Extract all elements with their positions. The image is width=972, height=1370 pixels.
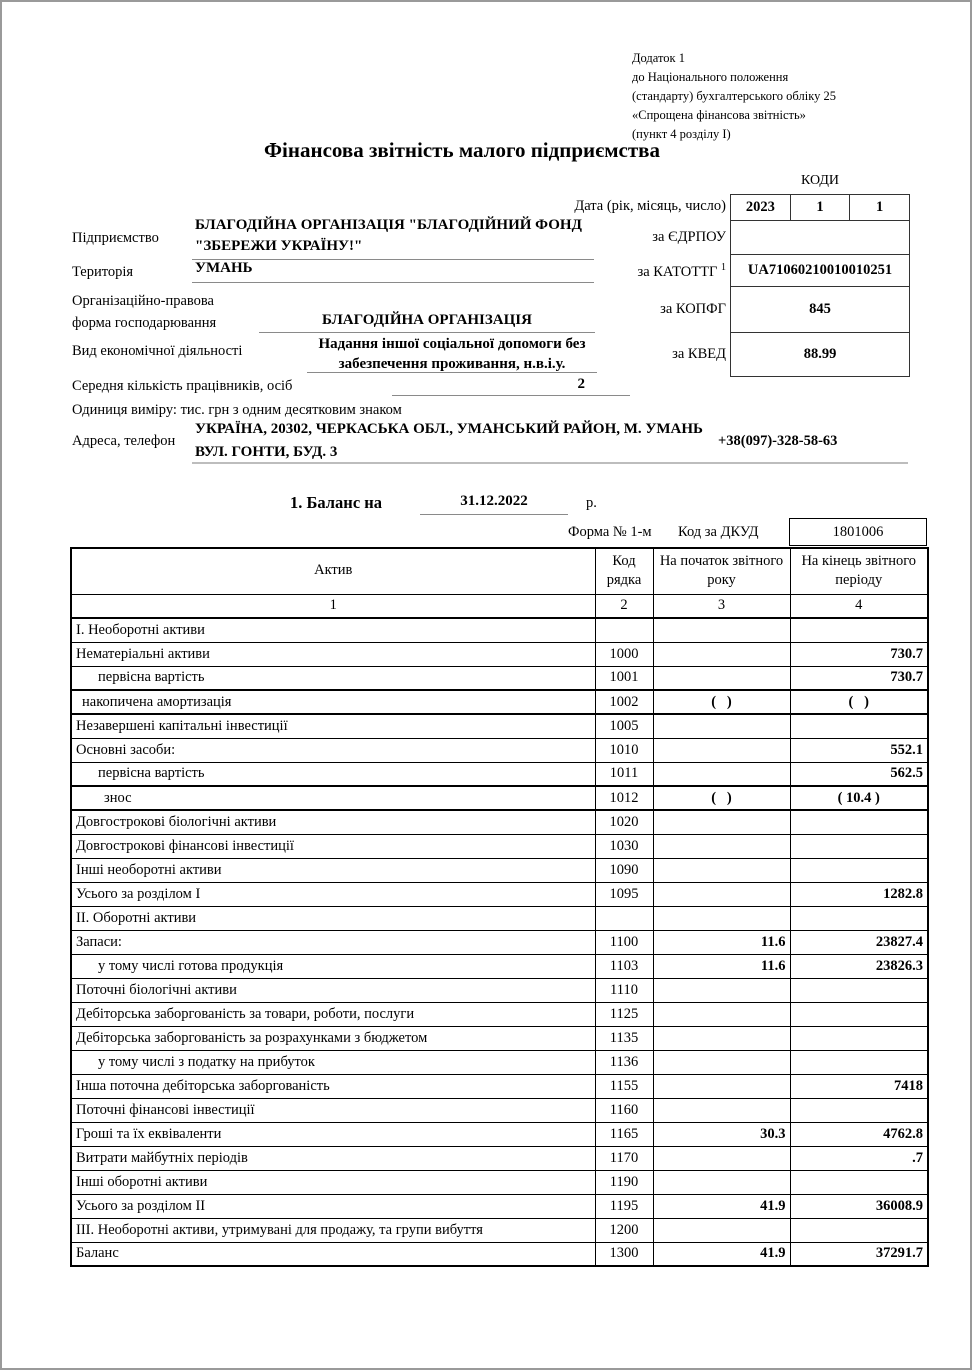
cell-value-start bbox=[653, 1002, 790, 1026]
cell-value-start bbox=[653, 1146, 790, 1170]
table-row bbox=[71, 1050, 928, 1074]
cell-value-start: 41.9 bbox=[653, 1194, 790, 1218]
address-value-line: ВУЛ. ГОНТИ, БУД. 3 bbox=[195, 444, 338, 460]
cell-row-code: 1012 bbox=[595, 786, 653, 810]
appendix-line: (стандарту) бухгалтерського обліку 25 bbox=[632, 89, 836, 103]
employees-label: Середня кількість працівників, осіб bbox=[72, 378, 293, 394]
cell-row-code: 1002 bbox=[595, 690, 653, 714]
column-header-code: Код рядка bbox=[595, 548, 653, 594]
cell-value-end bbox=[790, 618, 928, 642]
table-row bbox=[71, 642, 928, 666]
activity-value-line: Надання іншої соціальної допомоги без bbox=[318, 336, 586, 352]
table-row bbox=[71, 906, 928, 930]
cell-value-end bbox=[790, 858, 928, 882]
table-row bbox=[71, 1002, 928, 1026]
table-row bbox=[71, 1146, 928, 1170]
table-row bbox=[71, 1122, 928, 1146]
table-row bbox=[71, 810, 928, 834]
cell-row-code: 1170 bbox=[595, 1146, 653, 1170]
edrpou-value-cell bbox=[731, 221, 910, 255]
cell-value-end bbox=[790, 1050, 928, 1074]
cell-value-end bbox=[790, 1170, 928, 1194]
cell-value-end: ( ) bbox=[790, 690, 928, 714]
cell-row-code: 1100 bbox=[595, 930, 653, 954]
cell-row-code: 1001 bbox=[595, 666, 653, 690]
cell-value-start: ( ) bbox=[653, 786, 790, 810]
cell-value-start bbox=[653, 858, 790, 882]
cell-value-start bbox=[653, 1098, 790, 1122]
katottg-label-text: за КАТОТТГ bbox=[637, 263, 718, 280]
cell-value-start bbox=[653, 1074, 790, 1098]
cell-value-start bbox=[653, 642, 790, 666]
cell-asset-label: первісна вартість bbox=[71, 762, 595, 786]
cell-asset-label: Основні засоби: bbox=[71, 738, 595, 762]
table-header-row bbox=[71, 548, 928, 594]
date-year-cell: 2023 bbox=[731, 195, 791, 221]
cell-value-start bbox=[653, 882, 790, 906]
table-row bbox=[71, 954, 928, 978]
cell-value-end: .7 bbox=[790, 1146, 928, 1170]
dkud-code-box: 1801006 bbox=[789, 518, 927, 546]
cell-value-start bbox=[653, 666, 790, 690]
territory-value: УМАНЬ bbox=[192, 260, 594, 283]
cell-asset-label: III. Необоротні активи, утримувані для продажу, та групи вибуття bbox=[71, 1218, 595, 1242]
cell-asset-label: Дебіторська заборгованість за товари, роботи, послуги bbox=[71, 1002, 595, 1026]
cell-asset-label: Поточні фінансові інвестиції bbox=[71, 1098, 595, 1122]
page-title: Фінансова звітність малого підприємства bbox=[264, 138, 660, 162]
table-colnum-row bbox=[71, 594, 928, 618]
appendix-line: (пункт 4 розділу I) bbox=[632, 127, 731, 141]
cell-value-start: 11.6 bbox=[653, 954, 790, 978]
appendix-note bbox=[632, 49, 836, 144]
unit-of-measure: Одиниця виміру: тис. грн з одним десятковим знаком bbox=[72, 402, 402, 418]
table-row bbox=[71, 666, 928, 690]
cell-row-code: 1000 bbox=[595, 642, 653, 666]
kopfg-value-cell: 845 bbox=[731, 287, 910, 333]
cell-asset-label: Інші необоротні активи bbox=[71, 858, 595, 882]
cell-asset-label: накопичена амортизація bbox=[71, 690, 595, 714]
cell-value-start: 11.6 bbox=[653, 930, 790, 954]
kved-label: за КВЕД bbox=[672, 346, 726, 362]
cell-asset-label: Гроші та їх еквіваленти bbox=[71, 1122, 595, 1146]
cell-value-end: 552.1 bbox=[790, 738, 928, 762]
column-header-start: На початок звітного року bbox=[653, 548, 790, 594]
codes-edrpou-row bbox=[731, 221, 910, 255]
table-row bbox=[71, 1218, 928, 1242]
cell-asset-label: Незавершені капітальні інвестиції bbox=[71, 714, 595, 738]
codes-header: КОДИ bbox=[800, 173, 840, 188]
cell-row-code: 1160 bbox=[595, 1098, 653, 1122]
cell-asset-label: Інші оборотні активи bbox=[71, 1170, 595, 1194]
cell-row-code: 1090 bbox=[595, 858, 653, 882]
table-row bbox=[71, 762, 928, 786]
cell-value-end bbox=[790, 1002, 928, 1026]
balance-year-suffix: р. bbox=[586, 495, 597, 511]
cell-row-code bbox=[595, 906, 653, 930]
cell-row-code: 1136 bbox=[595, 1050, 653, 1074]
cell-asset-label: I. Необоротні активи bbox=[71, 618, 595, 642]
dkud-label: Код за ДКУД bbox=[678, 524, 759, 540]
table-row bbox=[71, 690, 928, 714]
address-underline bbox=[192, 440, 908, 464]
cell-value-end bbox=[790, 906, 928, 930]
cell-row-code: 1005 bbox=[595, 714, 653, 738]
cell-value-end: 4762.8 bbox=[790, 1122, 928, 1146]
cell-value-end: 7418 bbox=[790, 1074, 928, 1098]
table-row bbox=[71, 882, 928, 906]
cell-row-code: 1103 bbox=[595, 954, 653, 978]
form-number-label: Форма № 1-м bbox=[568, 524, 652, 540]
codes-kopfg-row bbox=[731, 287, 910, 333]
cell-value-start bbox=[653, 1218, 790, 1242]
kopfg-label: за КОПФГ bbox=[660, 301, 726, 317]
table-row bbox=[71, 858, 928, 882]
cell-asset-label: Дебіторська заборгованість за розрахунками з бюджетом bbox=[71, 1026, 595, 1050]
address-label: Адреса, телефон bbox=[72, 433, 176, 449]
cell-asset-label: Поточні біологічні активи bbox=[71, 978, 595, 1002]
table-row bbox=[71, 978, 928, 1002]
cell-value-start: 30.3 bbox=[653, 1122, 790, 1146]
cell-row-code: 1020 bbox=[595, 810, 653, 834]
codes-date-row bbox=[731, 195, 910, 221]
orgform-label-line: Організаційно-правова bbox=[72, 293, 214, 309]
table-row bbox=[71, 1074, 928, 1098]
table-row bbox=[71, 738, 928, 762]
cell-value-start bbox=[653, 1050, 790, 1074]
cell-row-code: 1030 bbox=[595, 834, 653, 858]
activity-value-line: забезпечення проживання, н.в.і.у. bbox=[338, 356, 566, 372]
cell-value-end bbox=[790, 1026, 928, 1050]
table-row bbox=[71, 714, 928, 738]
table-row bbox=[71, 1098, 928, 1122]
balance-section-title: 1. Баланс на bbox=[290, 493, 383, 512]
cell-value-end: 23827.4 bbox=[790, 930, 928, 954]
cell-asset-label: у тому числі готова продукція bbox=[71, 954, 595, 978]
cell-asset-label: Усього за розділом II bbox=[71, 1194, 595, 1218]
cell-row-code: 1010 bbox=[595, 738, 653, 762]
cell-row-code: 1135 bbox=[595, 1026, 653, 1050]
activity-label: Вид економічної діяльності bbox=[72, 343, 243, 359]
date-label: Дата (рік, місяць, число) bbox=[574, 198, 726, 214]
cell-value-end bbox=[790, 1218, 928, 1242]
cell-row-code: 1300 bbox=[595, 1242, 653, 1266]
cell-row-code: 1095 bbox=[595, 882, 653, 906]
cell-value-start bbox=[653, 618, 790, 642]
balance-table bbox=[70, 547, 929, 1267]
enterprise-value-line: БЛАГОДІЙНА ОРГАНІЗАЦІЯ "БЛАГОДІЙНИЙ ФОНД bbox=[195, 217, 582, 233]
cell-value-start bbox=[653, 834, 790, 858]
cell-asset-label: первісна вартість bbox=[71, 666, 595, 690]
date-month-cell: 1 bbox=[790, 195, 850, 221]
appendix-line: до Національного положення bbox=[632, 70, 789, 84]
cell-row-code: 1195 bbox=[595, 1194, 653, 1218]
cell-row-code: 1190 bbox=[595, 1170, 653, 1194]
table-row bbox=[71, 1170, 928, 1194]
colnum-cell: 2 bbox=[595, 594, 653, 618]
cell-value-end: 1282.8 bbox=[790, 882, 928, 906]
appendix-line: Додаток 1 bbox=[632, 51, 685, 65]
cell-row-code: 1110 bbox=[595, 978, 653, 1002]
cell-value-end bbox=[790, 978, 928, 1002]
codes-katottg-row bbox=[731, 255, 910, 287]
cell-row-code bbox=[595, 618, 653, 642]
cell-value-start bbox=[653, 1170, 790, 1194]
enterprise-label: Підприємство bbox=[72, 230, 159, 246]
cell-value-end: 37291.7 bbox=[790, 1242, 928, 1266]
activity-value bbox=[307, 332, 597, 373]
cell-row-code: 1165 bbox=[595, 1122, 653, 1146]
cell-row-code: 1011 bbox=[595, 762, 653, 786]
cell-asset-label: Нематеріальні активи bbox=[71, 642, 595, 666]
colnum-cell: 1 bbox=[71, 594, 595, 618]
cell-value-end: 562.5 bbox=[790, 762, 928, 786]
cell-value-start bbox=[653, 978, 790, 1002]
cell-value-end bbox=[790, 834, 928, 858]
cell-value-end: 730.7 bbox=[790, 666, 928, 690]
cell-asset-label: Інша поточна дебіторська заборгованість bbox=[71, 1074, 595, 1098]
cell-row-code: 1125 bbox=[595, 1002, 653, 1026]
column-header-end: На кінець звітного періоду bbox=[790, 548, 928, 594]
cell-asset-label: II. Оборотні активи bbox=[71, 906, 595, 930]
codes-kved-row bbox=[731, 333, 910, 377]
cell-asset-label: Баланс bbox=[71, 1242, 595, 1266]
balance-date: 31.12.2022 bbox=[420, 493, 568, 515]
cell-value-start bbox=[653, 738, 790, 762]
cell-row-code: 1155 bbox=[595, 1074, 653, 1098]
orgform-label bbox=[72, 290, 216, 334]
balance-table-body bbox=[71, 618, 928, 1266]
cell-row-code: 1200 bbox=[595, 1218, 653, 1242]
colnum-cell: 4 bbox=[790, 594, 928, 618]
orgform-label-line: форма господарювання bbox=[72, 315, 217, 331]
enterprise-value bbox=[192, 215, 594, 260]
cell-asset-label: Витрати майбутніх періодів bbox=[71, 1146, 595, 1170]
enterprise-value-line: "ЗБЕРЕЖИ УКРАЇНУ!" bbox=[195, 238, 363, 254]
employees-value: 2 bbox=[392, 376, 630, 396]
table-row bbox=[71, 834, 928, 858]
cell-value-start: 41.9 bbox=[653, 1242, 790, 1266]
date-day-cell: 1 bbox=[850, 195, 910, 221]
kved-value-cell: 88.99 bbox=[731, 333, 910, 377]
cell-value-start bbox=[653, 714, 790, 738]
cell-value-end: 23826.3 bbox=[790, 954, 928, 978]
cell-value-start bbox=[653, 1026, 790, 1050]
address-value-line: УКРАЇНА, 20302, ЧЕРКАСЬКА ОБЛ., УМАНСЬКИЙ РАЙОН, М. УМАНЬ bbox=[195, 421, 703, 437]
orgform-value: БЛАГОДІЙНА ОРГАНІЗАЦІЯ bbox=[259, 305, 595, 333]
katottg-value-cell: UA71060210010010251 bbox=[731, 255, 910, 287]
cell-value-end bbox=[790, 1098, 928, 1122]
edrpou-label: за ЄДРПОУ bbox=[652, 229, 726, 245]
cell-asset-label: Довгострокові фінансові інвестиції bbox=[71, 834, 595, 858]
cell-value-end bbox=[790, 714, 928, 738]
column-header-asset: Актив bbox=[71, 548, 595, 594]
phone-value: +38(097)-328-58-63 bbox=[718, 433, 838, 449]
cell-value-start bbox=[653, 906, 790, 930]
appendix-line: «Спрощена фінансова звітність» bbox=[632, 108, 806, 122]
cell-value-end bbox=[790, 810, 928, 834]
colnum-cell: 3 bbox=[653, 594, 790, 618]
cell-value-end: ( 10.4 ) bbox=[790, 786, 928, 810]
territory-label: Територія bbox=[72, 264, 134, 280]
table-row bbox=[71, 786, 928, 810]
table-row bbox=[71, 930, 928, 954]
table-row bbox=[71, 1026, 928, 1050]
cell-asset-label: у тому числі з податку на прибуток bbox=[71, 1050, 595, 1074]
cell-value-end: 730.7 bbox=[790, 642, 928, 666]
cell-value-end: 36008.9 bbox=[790, 1194, 928, 1218]
codes-table bbox=[730, 194, 910, 377]
table-row bbox=[71, 618, 928, 642]
cell-asset-label: знос bbox=[71, 786, 595, 810]
table-row bbox=[71, 1242, 928, 1266]
table-row bbox=[71, 1194, 928, 1218]
cell-value-start bbox=[653, 762, 790, 786]
cell-value-start bbox=[653, 810, 790, 834]
cell-value-start: ( ) bbox=[653, 690, 790, 714]
cell-asset-label: Запаси: bbox=[71, 930, 595, 954]
katottg-footnote-marker: 1 bbox=[721, 262, 726, 273]
cell-asset-label: Усього за розділом I bbox=[71, 882, 595, 906]
cell-asset-label: Довгострокові біологічні активи bbox=[71, 810, 595, 834]
